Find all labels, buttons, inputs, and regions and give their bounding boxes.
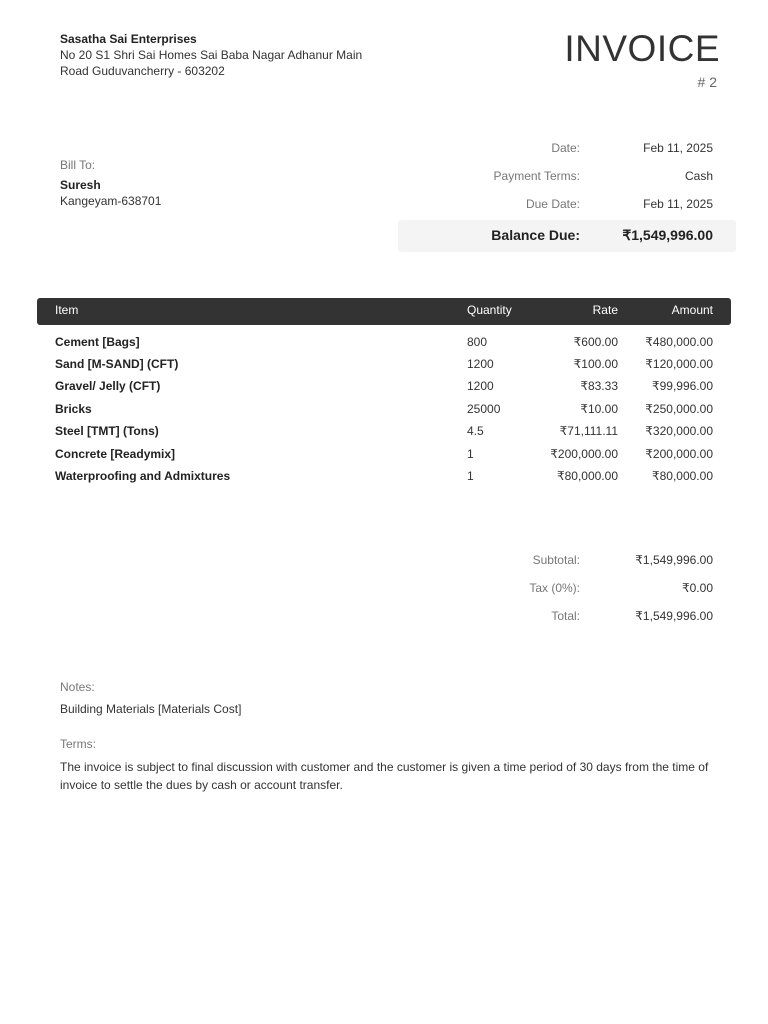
row-amount: ₹200,000.00	[645, 447, 713, 461]
tax-value: ₹0.00	[682, 581, 713, 595]
date-label: Date:	[551, 141, 580, 155]
row-quantity: 1200	[467, 357, 494, 371]
row-item: Cement [Bags]	[55, 335, 140, 349]
notes-text: Building Materials [Materials Cost]	[60, 702, 242, 716]
row-amount: ₹120,000.00	[645, 357, 713, 371]
table-row	[37, 379, 731, 401]
table-row	[37, 424, 731, 446]
company-name: Sasatha Sai Enterprises	[60, 32, 197, 46]
row-quantity: 1200	[467, 379, 494, 393]
row-rate: ₹71,111.11	[559, 424, 618, 438]
row-quantity: 800	[467, 335, 488, 349]
row-item: Bricks	[55, 402, 92, 416]
row-quantity: 4.5	[467, 424, 484, 438]
row-rate: ₹80,000.00	[556, 469, 618, 483]
row-amount: ₹320,000.00	[645, 424, 713, 438]
row-item: Concrete [Readymix]	[55, 447, 176, 461]
total-label: Total:	[551, 609, 580, 623]
document-title: INVOICE	[564, 28, 720, 69]
terms-text: The invoice is subject to final discussion with customer and the customer is given a time period of 30 days from the time of invoice to settle the dues by cash or account transfer.	[60, 760, 709, 792]
header-amount: Amount	[671, 303, 713, 317]
balance-due-label: Balance Due:	[491, 227, 580, 243]
row-item: Waterproofing and Admixtures	[55, 469, 231, 483]
total-value: ₹1,549,996.00	[635, 609, 713, 623]
table-row	[37, 469, 731, 491]
row-amount: ₹480,000.00	[645, 335, 713, 349]
terms-label: Terms:	[60, 737, 96, 751]
due-date-label: Due Date:	[525, 197, 580, 211]
payment-terms-label: Payment Terms:	[493, 169, 580, 183]
company-address: No 20 S1 Shri Sai Homes Sai Baba Nagar Adhanur Main Road Guduvancherry - 603202	[60, 48, 363, 78]
row-quantity: 1	[467, 447, 474, 461]
row-rate: ₹83.33	[580, 379, 618, 393]
header-rate: Rate	[592, 303, 618, 317]
row-item: Steel [TMT] (Tons)	[55, 424, 159, 438]
row-item: Sand [M-SAND] (CFT)	[55, 357, 179, 371]
notes-label: Notes:	[60, 680, 95, 694]
tax-label: Tax (0%):	[529, 581, 580, 595]
row-quantity: 1	[467, 469, 474, 483]
due-date-value: Feb 11, 2025	[643, 197, 713, 211]
balance-due-value: ₹1,549,996.00	[622, 227, 713, 243]
row-amount: ₹250,000.00	[645, 402, 713, 416]
total-row	[398, 609, 736, 629]
tax-row	[398, 581, 736, 601]
payment-terms-value: Cash	[684, 169, 713, 183]
subtotal-value: ₹1,549,996.00	[635, 553, 713, 567]
row-amount: ₹80,000.00	[651, 469, 713, 483]
table-row	[37, 447, 731, 469]
due-date-row	[398, 197, 736, 217]
header-quantity: Quantity	[467, 303, 512, 317]
table-row	[37, 335, 731, 357]
bill-to-name: Suresh	[60, 178, 101, 192]
invoice-number: # 2	[697, 74, 717, 90]
header-item: Item	[55, 303, 79, 317]
balance-due-box	[398, 220, 736, 252]
bill-to-address: Kangeyam-638701	[60, 194, 162, 208]
table-row	[37, 357, 731, 379]
payment-terms-row	[398, 169, 736, 189]
date-row	[398, 141, 736, 161]
items-table-header	[37, 298, 731, 325]
row-quantity: 25000	[467, 402, 501, 416]
bill-to-label: Bill To:	[60, 158, 96, 172]
table-row	[37, 402, 731, 424]
subtotal-row	[398, 553, 736, 573]
row-rate: ₹200,000.00	[550, 447, 618, 461]
row-item: Gravel/ Jelly (CFT)	[55, 379, 161, 393]
row-rate: ₹10.00	[580, 402, 618, 416]
row-amount: ₹99,996.00	[651, 379, 713, 393]
row-rate: ₹600.00	[573, 335, 618, 349]
subtotal-label: Subtotal:	[532, 553, 580, 567]
date-value: Feb 11, 2025	[643, 141, 713, 155]
row-rate: ₹100.00	[573, 357, 618, 371]
